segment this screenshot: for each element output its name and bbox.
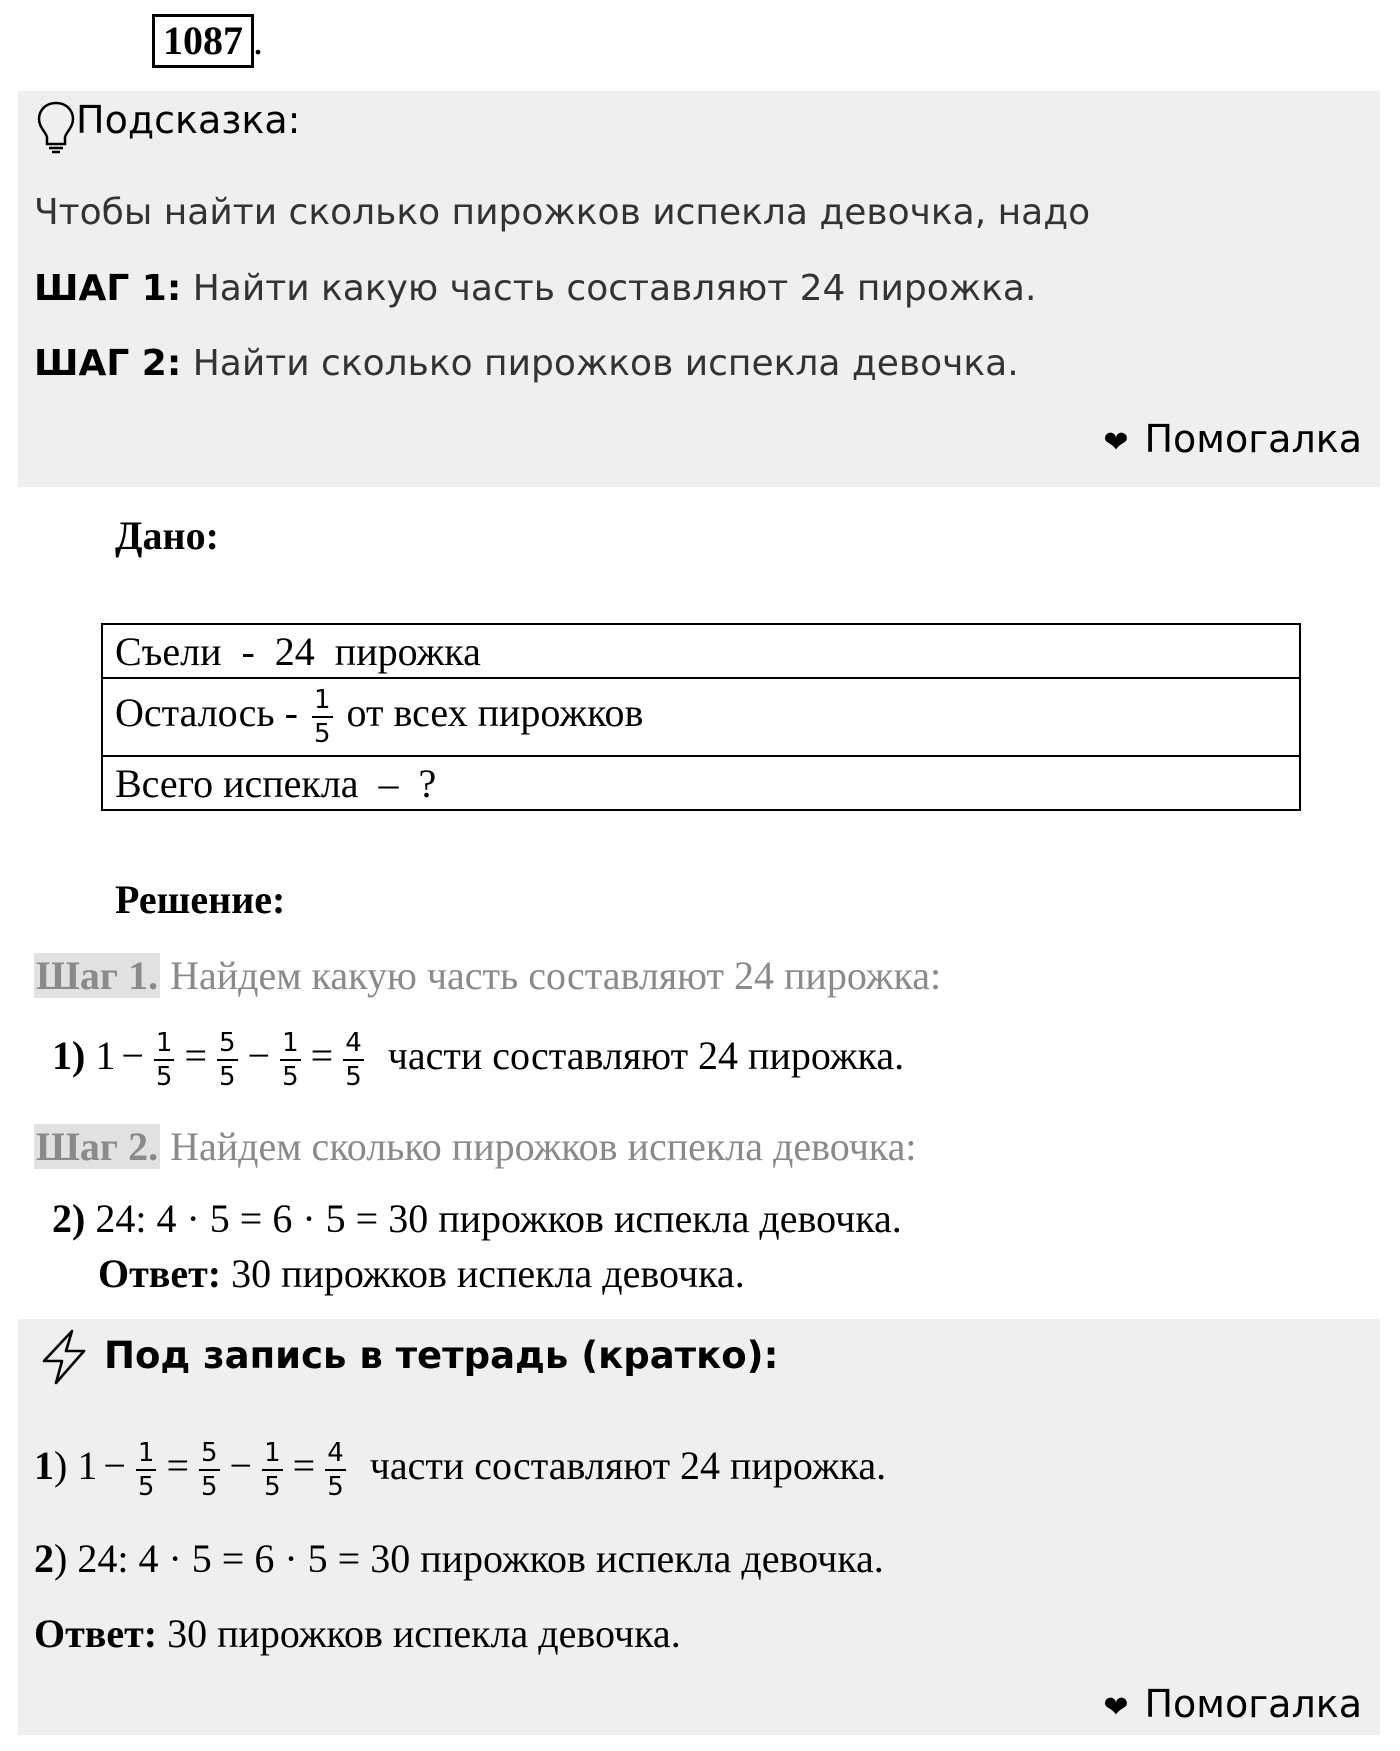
given-title: Дано: xyxy=(115,513,219,558)
short-brand xyxy=(1103,1682,1362,1726)
short-calc-1-number: 1 xyxy=(34,1443,54,1489)
short-answer-text: 30 пирожков испекла девочка. xyxy=(167,1611,681,1656)
given-eaten-cell: Съели - 24 пирожка xyxy=(102,624,1300,678)
hint-step-2-text: Найти сколько пирожков испекла девочка. xyxy=(192,343,1019,384)
solution-title: Решение: xyxy=(115,877,286,922)
calc-1-frac-c: $\frac{1}{5}$ xyxy=(282,1028,299,1092)
short-calc-2-text: пирожков испекла девочка. xyxy=(420,1536,884,1581)
hint-step-2 xyxy=(34,343,1019,384)
given-left-prefix: Осталось - xyxy=(115,690,298,736)
short-calc-1-text: части составляют 24 пирожка. xyxy=(369,1443,887,1489)
lightbulb-icon xyxy=(36,100,76,154)
hint-step-1-text: Найти какую часть составляют 24 пирожка. xyxy=(192,268,1037,309)
solution-calc-2 xyxy=(52,1195,902,1242)
given-row-total xyxy=(102,756,1300,810)
given-left-cell xyxy=(102,678,1300,756)
answer-text: 30 пирожков испекла девочка. xyxy=(231,1251,745,1296)
calc-1-frac-d: $\frac{4}{5}$ xyxy=(345,1028,362,1092)
given-total-cell: Всего испекла – ? xyxy=(102,756,1300,810)
short-answer xyxy=(34,1610,681,1657)
short-record-title: Под запись в тетрадь (кратко): xyxy=(104,1334,779,1377)
given-left-suffix: от всех пирожков xyxy=(346,690,644,736)
short-calc-2-number: 2 xyxy=(34,1536,54,1581)
hint-intro: Чтобы найти сколько пирожков испекла девочка, надо xyxy=(34,192,1091,233)
heart-icon: ❤ xyxy=(1103,1690,1129,1725)
solution-step-1 xyxy=(34,952,941,999)
solution-step-1-text: Найдем какую часть составляют 24 пирожка: xyxy=(170,953,942,998)
problem-number: 1087 . xyxy=(152,14,254,68)
solution-step-1-label: Шаг 1. xyxy=(36,953,159,998)
problem-number-text: 1087 xyxy=(163,18,243,63)
calc-2-expression: 24: 4 · 5 = 6 · 5 = 30 xyxy=(95,1196,429,1241)
given-table xyxy=(101,623,1301,811)
hint-step-1-label: ШАГ 1: xyxy=(34,268,182,309)
calc-1-frac-b: $\frac{5}{5}$ xyxy=(219,1028,236,1092)
lightning-icon xyxy=(38,1328,90,1386)
calc-2-number: 2) xyxy=(52,1196,86,1241)
calc-1-text: части составляют 24 пирожка. xyxy=(387,1033,905,1079)
hint-step-2-label: ШАГ 2: xyxy=(34,343,182,384)
short-calc-2-expression: 24: 4 · 5 = 6 · 5 = 30 xyxy=(77,1536,411,1581)
given-row-left xyxy=(102,678,1300,756)
short-calc-1-frac-c: $\frac{1}{5}$ xyxy=(264,1438,281,1502)
answer-label: Ответ: xyxy=(98,1251,222,1296)
short-calc-1-frac-a: $\frac{1}{5}$ xyxy=(137,1438,155,1502)
solution-step-2-text: Найдем сколько пирожков испекла девочка: xyxy=(170,1124,917,1169)
hint-brand xyxy=(1103,417,1362,461)
short-calc-2: 2) 24: 4 · 5 = 6 · 5 = 30 пирожков испекла девочка. xyxy=(34,1536,884,1581)
calc-1-frac-a: $\frac{1}{5}$ xyxy=(155,1028,173,1092)
heart-icon: ❤ xyxy=(1103,425,1129,460)
hint-brand-text: Помогалка xyxy=(1144,417,1362,461)
short-answer-label: Ответ: xyxy=(34,1611,158,1656)
solution-calc-1: 1) 1 − $\frac{1}{5}$ = $\frac{5}{5}$ − $\frac{1}{5}$ = $\frac{4}{5}$ части составляют 24 пирожка. xyxy=(52,1028,905,1092)
short-record-panel xyxy=(18,1319,1380,1735)
hint-step-1 xyxy=(34,268,1036,309)
short-calc-1-frac-b: $\frac{5}{5}$ xyxy=(201,1438,218,1502)
short-calc-1: 1) 1 − $\frac{1}{5}$ = $\frac{5}{5}$ − $\frac{1}{5}$ = $\frac{4}{5}$ части составляют 24 пирожка. xyxy=(34,1438,887,1502)
solution-step-2-label: Шаг 2. xyxy=(36,1124,159,1169)
hint-title: Подсказка: xyxy=(76,98,301,142)
short-brand-text: Помогалка xyxy=(1144,1682,1362,1726)
calc-1-number: 1) xyxy=(52,1033,86,1079)
given-left-fraction: $\frac{1}{5}$ xyxy=(314,685,331,749)
short-calc-1-frac-d: $\frac{4}{5}$ xyxy=(327,1438,344,1502)
given-row-eaten xyxy=(102,624,1300,678)
solution-step-2 xyxy=(34,1123,917,1170)
solution-answer xyxy=(98,1250,745,1297)
calc-2-text: пирожков испекла девочка. xyxy=(438,1196,902,1241)
